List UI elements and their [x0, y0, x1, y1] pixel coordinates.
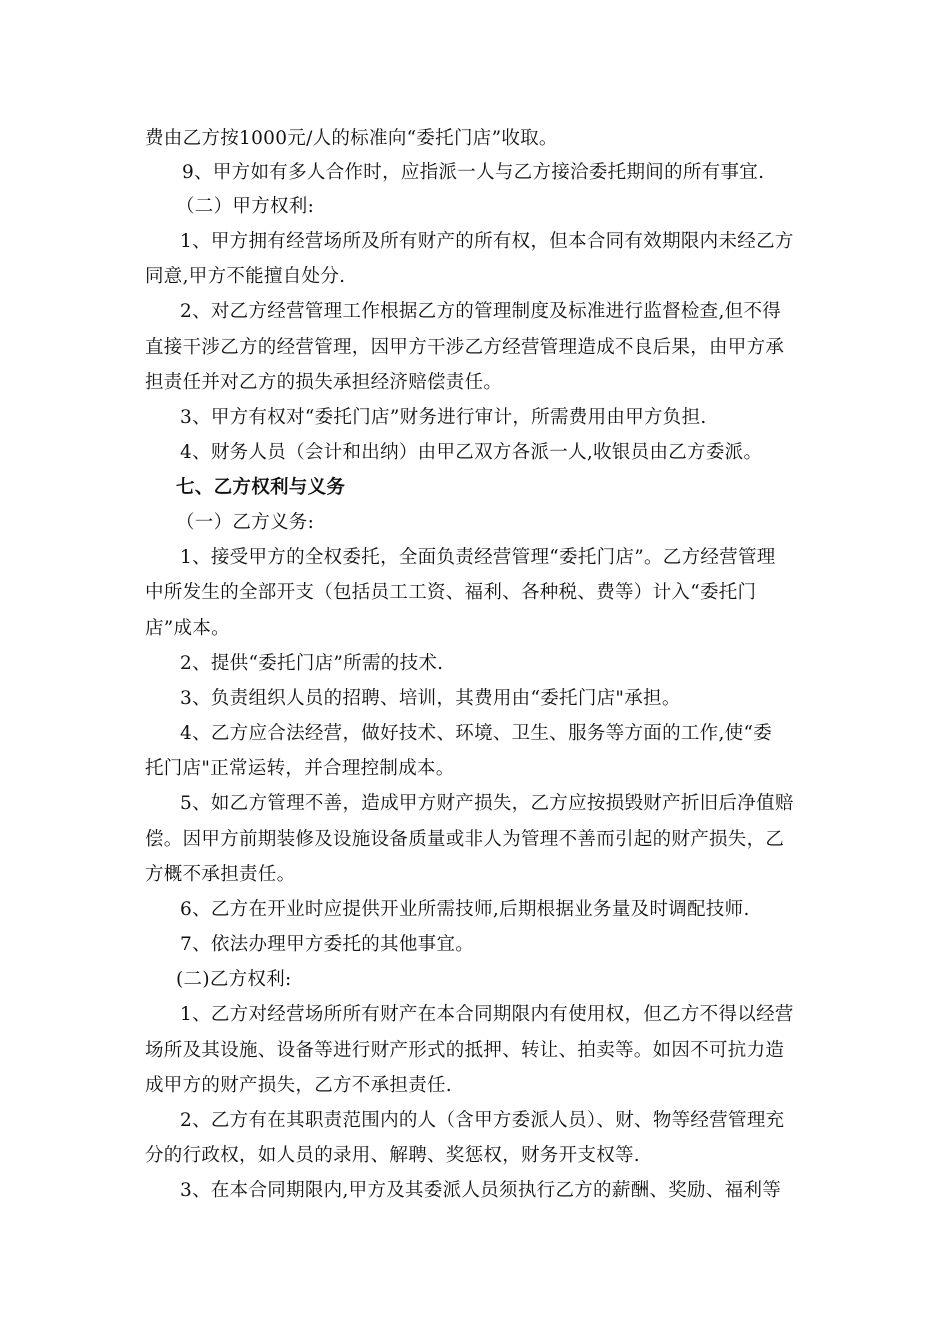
paragraph-line: 7、依法办理甲方委托的其他事宜。 — [180, 934, 475, 955]
paragraph-line: 托门店"正常运转，并合理控制成本。 — [145, 758, 455, 779]
section-subheading: （二）甲方权利: — [176, 196, 315, 217]
paragraph-line: 3、在本合同期限内,甲方及其委派人员须执行乙方的薪酬、奖励、福利等 — [180, 1180, 782, 1201]
paragraph-line: 1、接受甲方的全权委托，全面负责经营管理“委托门店”。乙方经营管理 — [180, 547, 776, 568]
paragraph-line: 9、甲方如有多人合作时，应指派一人与乙方接洽委托期间的所有事宜. — [182, 162, 765, 183]
paragraph-line: 1、乙方对经营场所所有财产在本合同期限内有使用权，但乙方不得以经营 — [180, 1004, 794, 1025]
paragraph-line: 4、乙方应合法经营，做好技术、环境、卫生、服务等方面的工作,使“委 — [180, 723, 773, 744]
paragraph-line: 2、对乙方经营管理工作根据乙方的管理制度及标准进行监督检查,但不得 — [180, 301, 782, 322]
paragraph-line: 担责任并对乙方的损失承担经济赔偿责任。 — [145, 372, 503, 393]
paragraph-line: 直接干涉乙方的经营管理，因甲方干涉乙方经营管理造成不良后果，由甲方承 — [145, 337, 785, 358]
paragraph-line: 4、财务人员（会计和出纳）由甲乙双方各派一人,收银员由乙方委派。 — [180, 442, 763, 463]
paragraph-line: 中所发生的全部开支（包括员工工资、福利、各种税、费等）计入“委托门 — [145, 582, 757, 603]
paragraph-line: 分的行政权，如人员的录用、解聘、奖惩权，财务开支权等. — [145, 1145, 640, 1166]
paragraph-line: 同意,甲方不能擅自处分. — [145, 266, 346, 287]
paragraph-line: 店”成本。 — [145, 618, 230, 639]
paragraph-line: 费由乙方按1000元/人的标准向“委托门店”收取。 — [145, 128, 558, 149]
paragraph-line: 6、乙方在开业时应提供开业所需技师,后期根据业务量及时调配技师. — [180, 899, 750, 920]
section-subheading: (二)乙方权利: — [176, 969, 292, 990]
paragraph-line: 3、负责组织人员的招聘、培训，其费用由“委托门店"承担。 — [180, 688, 681, 709]
paragraph-line: 5、如乙方管理不善，造成甲方财产损失，乙方应按损毁财产折旧后净值赔 — [180, 793, 794, 814]
paragraph-line: 场所及其设施、设备等进行财产形式的抵押、转让、拍卖等。如因不可抗力造 — [145, 1040, 785, 1061]
paragraph-line: 2、提供“委托门店”所需的技术. — [180, 653, 444, 674]
section-subheading: （一）乙方义务: — [176, 512, 315, 533]
paragraph-line: 成甲方的财产损失，乙方不承担责任. — [145, 1075, 452, 1096]
paragraph-line: 1、甲方拥有经营场所及所有财产的所有权，但本合同有效期限内未经乙方 — [180, 231, 794, 252]
section-heading: 七、乙方权利与义务 — [176, 477, 346, 498]
paragraph-line: 方概不承担责任。 — [145, 864, 296, 885]
paragraph-line: 偿。因甲方前期装修及设施设备质量或非人为管理不善而引起的财产损失，乙 — [145, 829, 785, 850]
paragraph-line: 2、乙方有在其职责范围内的人（含甲方委派人员）、财、物等经营管理充 — [180, 1110, 785, 1131]
paragraph-line: 3、甲方有权对“委托门店”财务进行审计，所需费用由甲方负担. — [180, 407, 707, 428]
